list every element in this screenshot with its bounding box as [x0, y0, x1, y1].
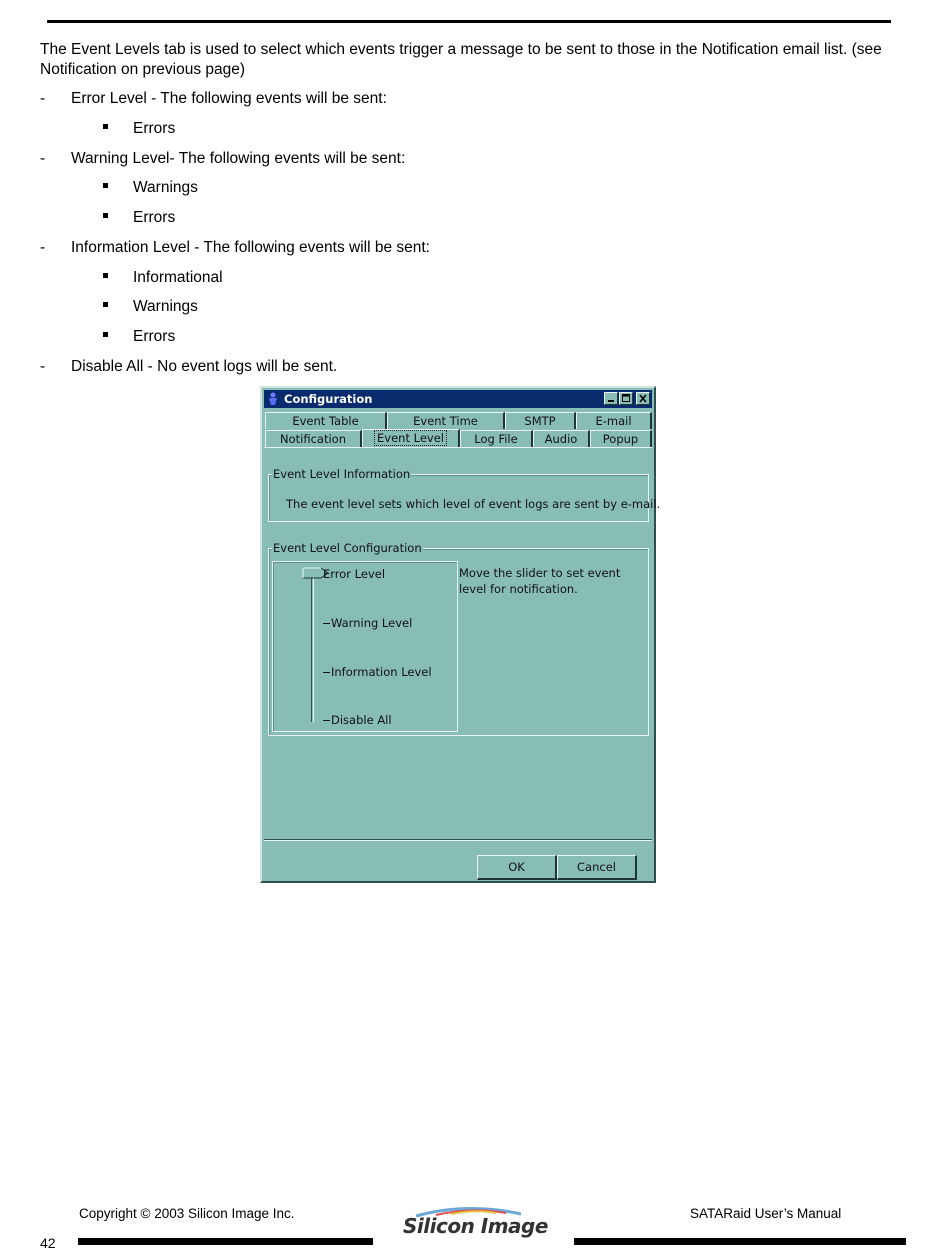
level-text: Disable All - No event logs will be sent. [71, 358, 338, 375]
slider-label-error: Error Level [323, 567, 386, 581]
top-rule [47, 20, 891, 23]
maximize-button[interactable] [619, 392, 633, 405]
bullet-item [103, 119, 175, 139]
bullet-text: Warnings [133, 179, 198, 196]
close-icon [637, 393, 649, 404]
bullet-square-icon [103, 183, 108, 188]
dash-marker: - [40, 358, 46, 375]
info-text: The event level sets which level of event logs are sent by e-mail. [286, 497, 661, 511]
maximize-icon [620, 393, 632, 404]
tab-log-file[interactable]: Log File [460, 430, 533, 447]
bullet-text: Errors [133, 209, 176, 226]
close-button[interactable] [636, 392, 650, 405]
ok-button[interactable]: OK [477, 855, 557, 880]
footer-copyright: Copyright © 2003 Silicon Image Inc. [79, 1206, 295, 1221]
level-text: Information Level - The following events will be sent: [71, 239, 430, 256]
tab-smtp[interactable]: SMTP [505, 412, 576, 429]
bullet-square-icon [103, 332, 108, 337]
cancel-button[interactable]: Cancel [557, 855, 637, 880]
footer-manual-title: SATARaid User’s Manual [690, 1206, 842, 1221]
group-label: Event Level Information [273, 467, 411, 481]
title-bar [264, 390, 652, 408]
bullet-text: Errors [133, 120, 176, 137]
slider-label-disable: Disable All [323, 713, 392, 727]
bullet-item [103, 208, 175, 228]
silicon-image-logo [396, 1204, 548, 1244]
dash-marker: - [40, 150, 46, 167]
minimize-button[interactable] [604, 392, 618, 405]
footer-separator [264, 839, 652, 841]
tab-event-level[interactable]: Event Level [362, 429, 460, 448]
footer-bar-right [574, 1238, 906, 1245]
slider-track [311, 572, 314, 722]
bullet-square-icon [103, 213, 108, 218]
level-text: Warning Level- The following events will be sent: [71, 150, 406, 167]
window-title: Configuration [284, 392, 373, 406]
bullet-text: Informational [133, 269, 223, 286]
tab-baseline [264, 447, 652, 448]
configuration-window [260, 386, 661, 883]
app-icon [267, 392, 279, 406]
footer-bar-left [78, 1238, 373, 1245]
event-level-slider[interactable] [272, 561, 458, 732]
slider-label-information: Information Level [323, 665, 432, 679]
event-level-info-group [268, 467, 661, 522]
tab-notification[interactable]: Notification [265, 430, 362, 447]
intro-paragraph: The Event Levels tab is used to select which events trigger a message to be sent to those in the Notification email list. (see Notification on previous page) [40, 41, 882, 78]
dash-marker: - [40, 239, 46, 256]
bullet-text: Errors [133, 328, 176, 345]
group-label: Event Level Configuration [273, 541, 422, 555]
bullet-item [103, 178, 198, 198]
tab-email[interactable]: E-mail [576, 412, 652, 429]
tab-popup[interactable]: Popup [590, 430, 652, 447]
bullet-square-icon [103, 273, 108, 278]
logo-text: Silicon Image [403, 1214, 548, 1238]
slider-hint: Move the slider to set event level for notification. [459, 566, 621, 596]
bullet-item [103, 268, 223, 288]
dash-marker: - [40, 90, 46, 107]
bullet-item [103, 297, 198, 317]
level-text: Error Level - The following events will be sent: [71, 90, 387, 107]
event-level-config-group [268, 541, 649, 736]
bullet-text: Warnings [133, 298, 198, 315]
bullet-square-icon [103, 302, 108, 307]
page-number: 42 [40, 1235, 56, 1251]
tab-event-time[interactable]: Event Time [387, 412, 505, 429]
bullet-square-icon [103, 124, 108, 129]
tab-audio[interactable]: Audio [533, 430, 590, 447]
slider-label-warning: Warning Level [323, 616, 412, 630]
bullet-item [103, 327, 175, 347]
minimize-icon [605, 393, 617, 404]
tab-event-table[interactable]: Event Table [265, 412, 387, 429]
